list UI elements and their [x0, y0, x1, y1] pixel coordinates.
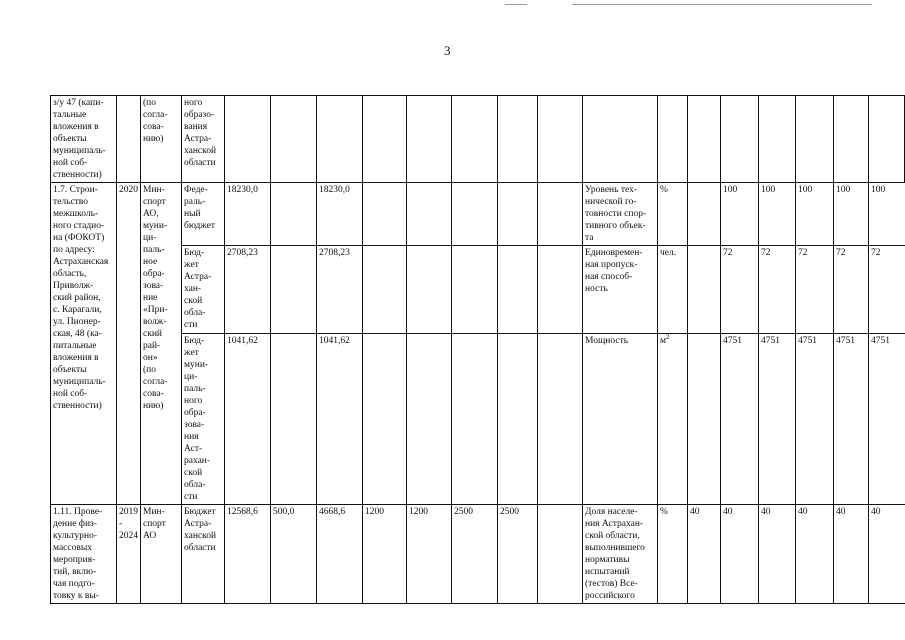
- cell-source: ного образо- вания Астра- ханской области: [182, 96, 225, 183]
- cell-value: 4751: [721, 334, 759, 505]
- cell-value: [688, 183, 721, 246]
- cell-years: 2020: [117, 183, 141, 505]
- cell-2021: 1200: [363, 505, 407, 604]
- cell-2021: [363, 334, 407, 505]
- cell-value: 100: [869, 183, 905, 246]
- cell-2024: [498, 96, 538, 183]
- cell-value: 40: [688, 505, 721, 604]
- cell-value: 4751: [759, 334, 796, 505]
- cell-value: 72: [834, 246, 869, 334]
- cell-2024: [498, 246, 538, 334]
- cell-unit: чел.: [658, 246, 688, 334]
- cell-2020: [317, 96, 363, 183]
- cell-2021: [363, 246, 407, 334]
- cell-2021: [363, 183, 407, 246]
- cell-2020: 18230,0: [317, 183, 363, 246]
- cell-source: Бюд- жет Астра- хан- ской обла- сти: [182, 246, 225, 334]
- scan-artifact-line: [505, 4, 527, 5]
- cell-source: Бюд- жет муни- ци- паль- ного обра- зова- ния Аст- рахан- ской обла- сти: [182, 334, 225, 505]
- cell-value: [759, 96, 796, 183]
- cell-value: [796, 96, 834, 183]
- cell-unit: %: [658, 183, 688, 246]
- cell-value: [721, 96, 759, 183]
- cell-value: [869, 96, 905, 183]
- cell-value: 100: [721, 183, 759, 246]
- cell-2022: 1200: [407, 505, 452, 604]
- cell-value: 4751: [834, 334, 869, 505]
- cell-value: 40: [796, 505, 834, 604]
- cell-name: 1.11. Прове- дение физ- культурно- массовых мероприя- тий, вклю- чая подго- товку к вы-: [51, 505, 117, 604]
- cell-value: 100: [759, 183, 796, 246]
- cell-value: 72: [796, 246, 834, 334]
- cell-value: 40: [834, 505, 869, 604]
- cell-2019: [271, 183, 317, 246]
- cell-empty: [538, 246, 583, 334]
- cell-years: 2019 - 2024: [117, 505, 141, 604]
- cell-value: 40: [721, 505, 759, 604]
- program-table: [50, 95, 905, 604]
- cell-value: [688, 334, 721, 505]
- cell-total: 2708,23: [225, 246, 271, 334]
- cell-2023: [452, 96, 498, 183]
- unit-text: м: [660, 336, 667, 346]
- cell-name: 1.7. Строи- тельство межшколь- ного стадио- на (ФОКОТ) по адресу: Астраханская область, Приволж- ский район, с. Карагали, ул. Пионер- ская, 48 (ка- питальные вложения в объекты муниципаль- ной соб- ственности): [51, 183, 117, 505]
- cell-total: 12568,6: [225, 505, 271, 604]
- cell-2021: [363, 96, 407, 183]
- cell-value: [834, 96, 869, 183]
- cell-executor: Мин- спорт АО, муни- ци- паль- ное обра- зова- ние «При- волж- ский рай- он» (по согла- сова- нию): [141, 183, 182, 505]
- cell-indicator: [583, 96, 658, 183]
- cell-indicator: Уровень тех- нической го- товности спор- тивного объек- та: [583, 183, 658, 246]
- cell-value: 40: [759, 505, 796, 604]
- cell-2023: [452, 334, 498, 505]
- cell-value: 100: [796, 183, 834, 246]
- cell-empty: [538, 334, 583, 505]
- cell-empty: [538, 505, 583, 604]
- table-row: [51, 183, 905, 246]
- cell-total: 1041,62: [225, 334, 271, 505]
- cell-2024: [498, 183, 538, 246]
- page-number: 3: [444, 43, 451, 58]
- cell-value: 4751: [796, 334, 834, 505]
- cell-2019: 500,0: [271, 505, 317, 604]
- cell-2024: 2500: [498, 505, 538, 604]
- cell-2019: [271, 246, 317, 334]
- cell-2023: [452, 246, 498, 334]
- unit-superscript: 2: [666, 333, 670, 341]
- cell-name: з/у 47 (капи- тальные вложения в объекты муниципаль- ной соб- ственности): [51, 96, 117, 183]
- cell-2023: [452, 183, 498, 246]
- cell-value: 100: [834, 183, 869, 246]
- cell-unit: [658, 334, 688, 505]
- cell-executor: Мин- спорт АО: [141, 505, 182, 604]
- cell-2024: [498, 334, 538, 505]
- cell-2019: [271, 334, 317, 505]
- cell-value: [688, 96, 721, 183]
- cell-source: Бюджет Астра- ханской области: [182, 505, 225, 604]
- cell-2022: [407, 246, 452, 334]
- cell-value: 72: [721, 246, 759, 334]
- cell-2022: [407, 183, 452, 246]
- scan-artifact-line: [572, 4, 872, 5]
- cell-2020: 1041,62: [317, 334, 363, 505]
- cell-value: 40: [869, 505, 905, 604]
- cell-2022: [407, 96, 452, 183]
- cell-years: [117, 96, 141, 183]
- cell-2022: [407, 334, 452, 505]
- cell-2019: [271, 96, 317, 183]
- cell-indicator: Мощность: [583, 334, 658, 505]
- cell-value: [688, 246, 721, 334]
- cell-empty: [538, 183, 583, 246]
- cell-indicator: Доля населе- ния Астрахан- ской области, выполнившего нормативы испытаний (тестов) Все- российского: [583, 505, 658, 604]
- cell-2020: 2708,23: [317, 246, 363, 334]
- cell-total: 18230,0: [225, 183, 271, 246]
- cell-unit: %: [658, 505, 688, 604]
- cell-2020: 4668,6: [317, 505, 363, 604]
- cell-executor: (по согла- сова- нию): [141, 96, 182, 183]
- cell-total: [225, 96, 271, 183]
- cell-value: 4751: [869, 334, 905, 505]
- cell-source: Феде- раль- ный бюджет: [182, 183, 225, 246]
- cell-unit: [658, 96, 688, 183]
- table-row: [51, 505, 905, 604]
- cell-empty: [538, 96, 583, 183]
- cell-value: 72: [759, 246, 796, 334]
- cell-value: 72: [869, 246, 905, 334]
- table-row: [51, 96, 905, 183]
- cell-2023: 2500: [452, 505, 498, 604]
- cell-indicator: Единовремен- ная пропуск- ная способ- ность: [583, 246, 658, 334]
